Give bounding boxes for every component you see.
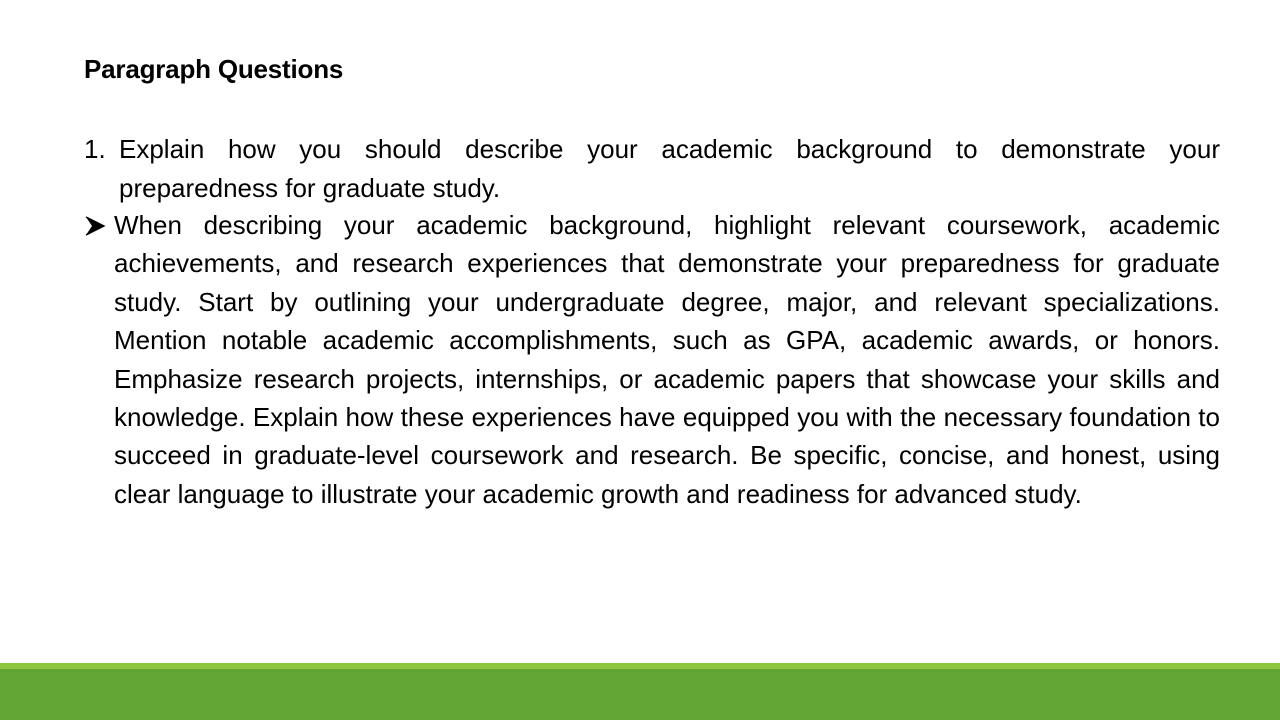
answer-item (84, 206, 1220, 513)
question-item (84, 130, 1220, 207)
answer-text: When describing your academic background, highlight relevant coursework, academic achievements, and research experiences that demonstrate your preparedness for graduate study. Start by outlining your undergraduate degree, major, and relevant specializations. Mention notable academic accomplishments, such as GPA, academic awards, or honors. Emphasize research projects, internships, or academic papers that showcase your skills and knowledge. Explain how these experiences have equipped you with the necessary foundation to succeed in graduate-level coursework and research. Be specific, concise, and honest, using clear language to illustrate your academic growth and readiness for advanced study. (114, 210, 1220, 509)
slide-title: Paragraph Questions (84, 54, 344, 84)
arrow-bullet-icon (84, 206, 114, 513)
question-number: 1. (84, 134, 106, 164)
footer-bar (0, 669, 1280, 720)
question-text: Explain how you should describe your academic background to demonstrate your preparedness for graduate study. (119, 134, 1220, 203)
